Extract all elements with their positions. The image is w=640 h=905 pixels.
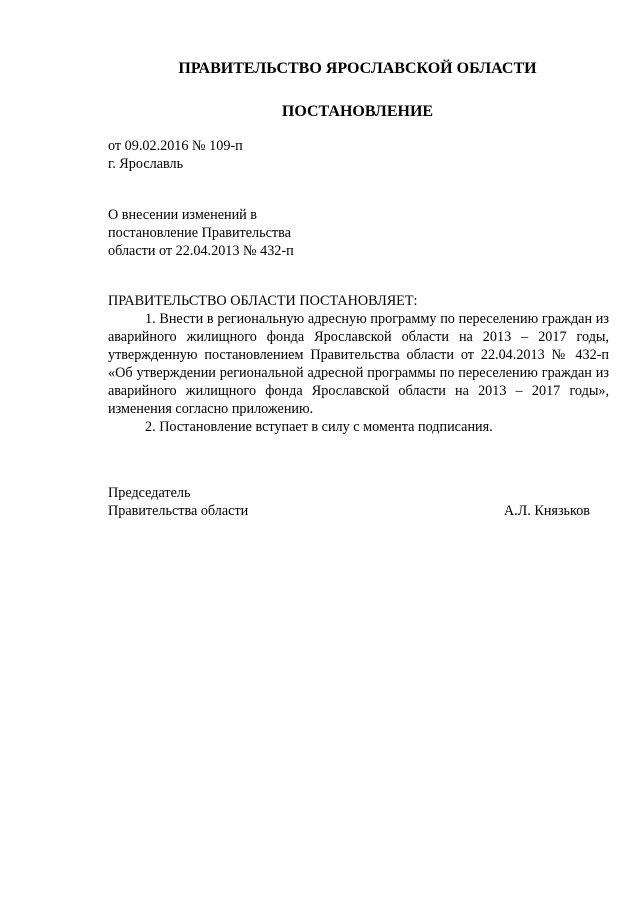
document-subject <box>108 206 294 260</box>
item-1: 1. Внести в региональную адресную программу по переселению граждан из аварийного жилищного фонда Ярославской области на 2013 – 2017 годы, утвержденную постановлением Правительства области от 22.04.2013 № 432-п «Об утверждении региональной адресной программы по переселению граждан из аварийного жилищного фонда Ярославской области на 2013 – 2017 годы», изменения согласно приложению. <box>108 311 609 417</box>
item-2: 2. Постановление вступает в силу с момента подписания. <box>145 419 493 435</box>
signer-name: А.Л. Князьков <box>503 503 590 519</box>
signer-title-line-1: Председатель <box>108 485 191 501</box>
document-type: ПОСТАНОВЛЕНИЕ <box>281 103 434 120</box>
subject-line-1: О внесении изменений в <box>108 207 258 223</box>
document-meta <box>108 137 243 173</box>
subject-line-3: области от 22.04.2013 № 432-п <box>108 243 294 259</box>
organization-title: ПРАВИТЕЛЬСТВО ЯРОСЛАВСКОЙ ОБЛАСТИ <box>178 60 537 77</box>
signer-title-line-2: Правительства области <box>108 503 249 519</box>
subject-line-2: постановление Правительства <box>108 225 291 241</box>
document-body <box>108 292 609 436</box>
decree-heading: ПРАВИТЕЛЬСТВО ОБЛАСТИ ПОСТАНОВЛЯЕТ: <box>108 293 418 309</box>
city: г. Ярославль <box>108 156 184 172</box>
signature-block <box>108 484 590 520</box>
date-number: от 09.02.2016 № 109-п <box>108 138 243 154</box>
signature-row <box>108 502 590 520</box>
